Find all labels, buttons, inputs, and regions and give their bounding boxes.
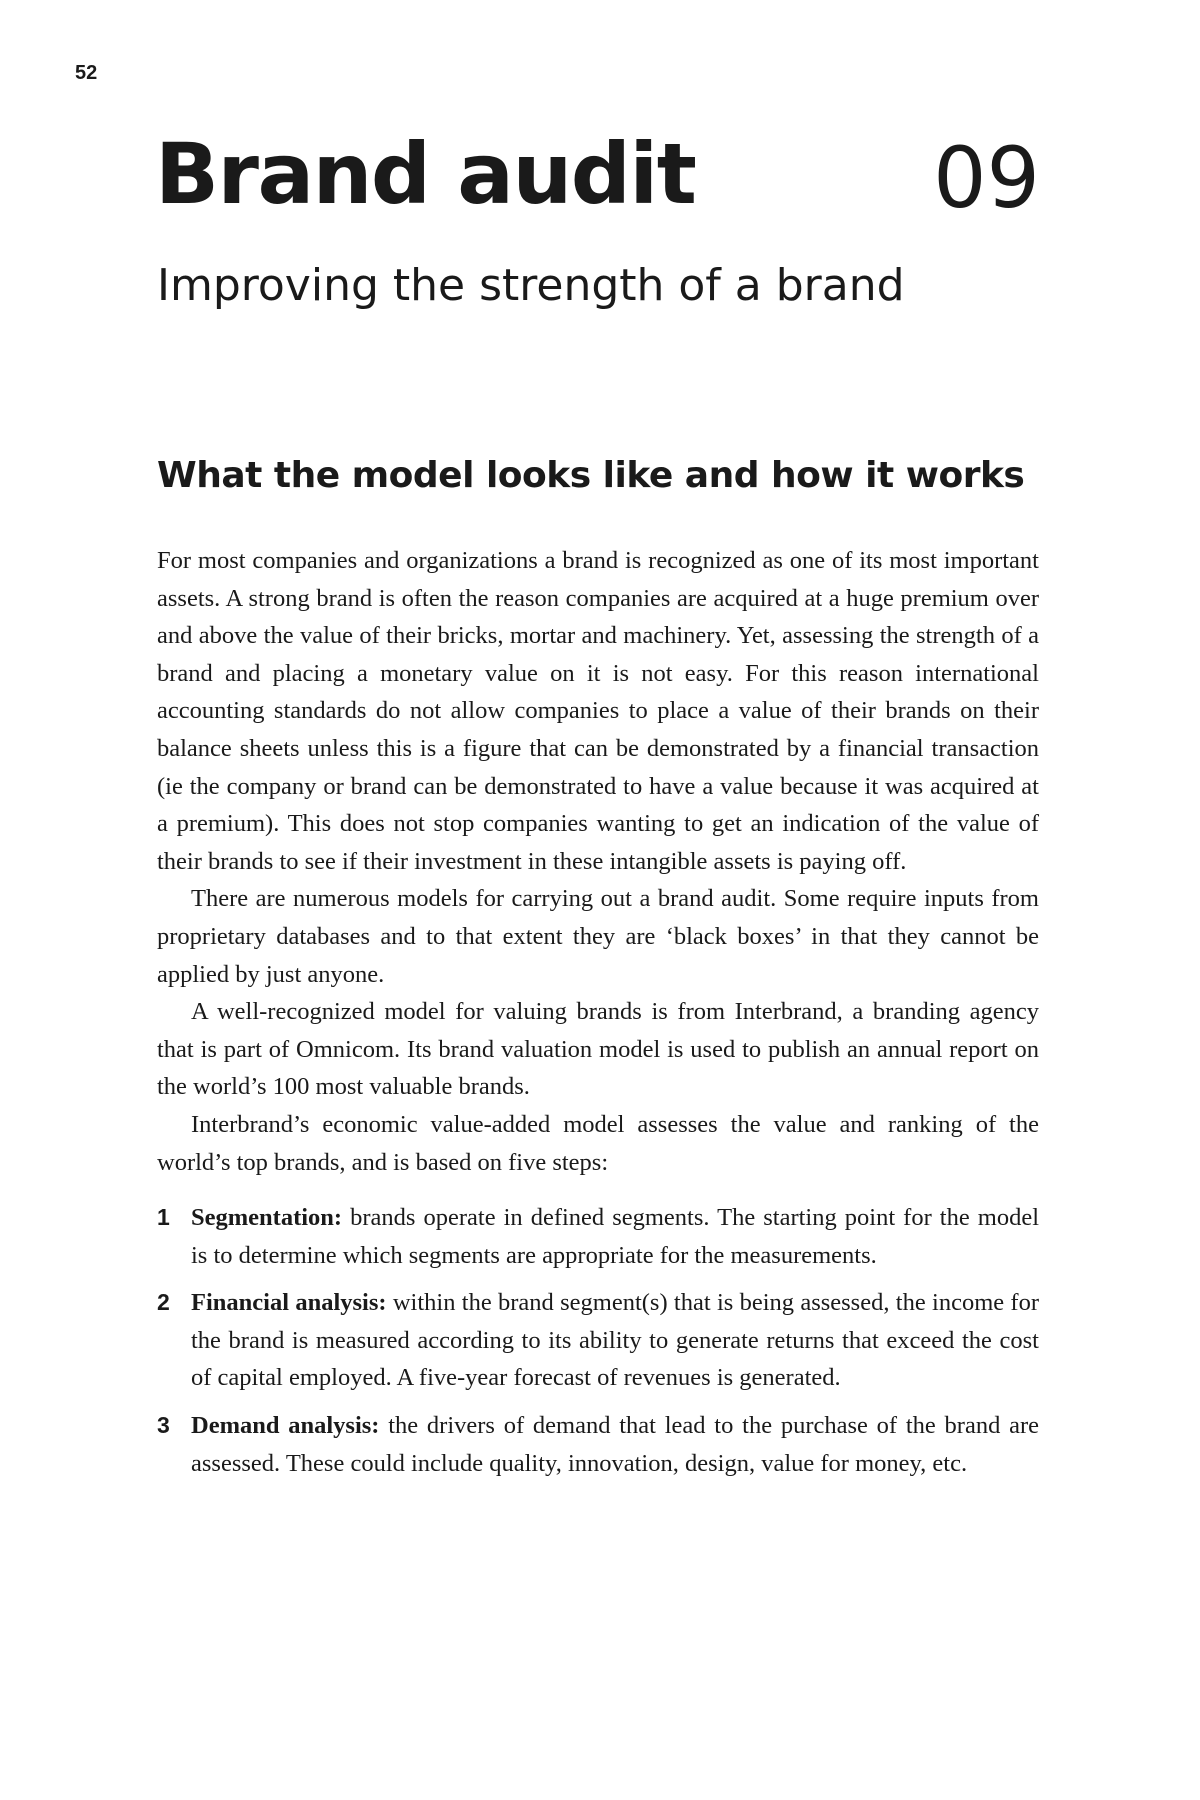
body-paragraph: Interbrand’s economic value-added model assesses the value and ranking of the world’s top brands, and is based on five steps:	[157, 1110, 1039, 1176]
body-text	[157, 542, 1039, 1492]
section-heading: What the model looks like and how it works	[157, 455, 1025, 496]
body-paragraph: There are numerous models for carrying out a brand audit. Some require inputs from proprietary databases and to that extent they are ‘black boxes’ in that they cannot be applied by just anyone.	[157, 885, 1039, 988]
step-number: 2	[157, 1289, 170, 1316]
page-number: 52	[75, 62, 98, 84]
step-number: 1	[157, 1204, 170, 1231]
step-label: Financial analysis:	[191, 1289, 387, 1317]
body-paragraph: A well-recognized model for valuing brands is from Interbrand, a branding agency that is part of Omnicom. Its brand valuation model is used to publish an annual report on the world’s 100 most valuable brands.	[157, 998, 1039, 1101]
step-number: 3	[157, 1412, 170, 1439]
step-item	[157, 1199, 1039, 1274]
body-paragraph: For most companies and organizations a brand is recognized as one of its most important assets. A strong brand is often the reason companies are acquired at a huge premium over and above the value of their bricks, mortar and machinery. Yet, assessing the strength of a brand and placing a monetary value on it is not easy. For this reason international accounting standards do not allow companies to place a value of their brands on their balance sheets unless this is a figure that can be demonstrated by a financial transaction (ie the company or brand can be demonstrated to have a value because it was acquired at a premium). This does not stop companies wanting to get an indication of the value of their brands to see if their investment in these intangible assets is paying off.	[157, 547, 1039, 875]
step-text: brands operate in defined segments. The starting point for the model is to determine which segments are appropriate for the measurements.	[191, 1204, 1039, 1269]
chapter-subtitle: Improving the strength of a brand	[157, 260, 905, 311]
step-label: Segmentation:	[191, 1204, 343, 1232]
steps-list	[157, 1199, 1039, 1482]
step-text: within the brand segment(s) that is being assessed, the income for the brand is measured according to its ability to generate returns that exceed the cost of capital employed. A five-year forecast of revenues is generated.	[191, 1289, 1039, 1392]
step-item	[157, 1407, 1039, 1482]
step-text: the drivers of demand that lead to the purchase of the brand are assessed. These could include quality, innovation, design, value for money, etc.	[191, 1412, 1039, 1477]
step-item	[157, 1284, 1039, 1397]
chapter-title: Brand audit	[155, 125, 696, 223]
chapter-number: 09	[933, 129, 1040, 227]
step-label: Demand analysis:	[191, 1412, 380, 1440]
